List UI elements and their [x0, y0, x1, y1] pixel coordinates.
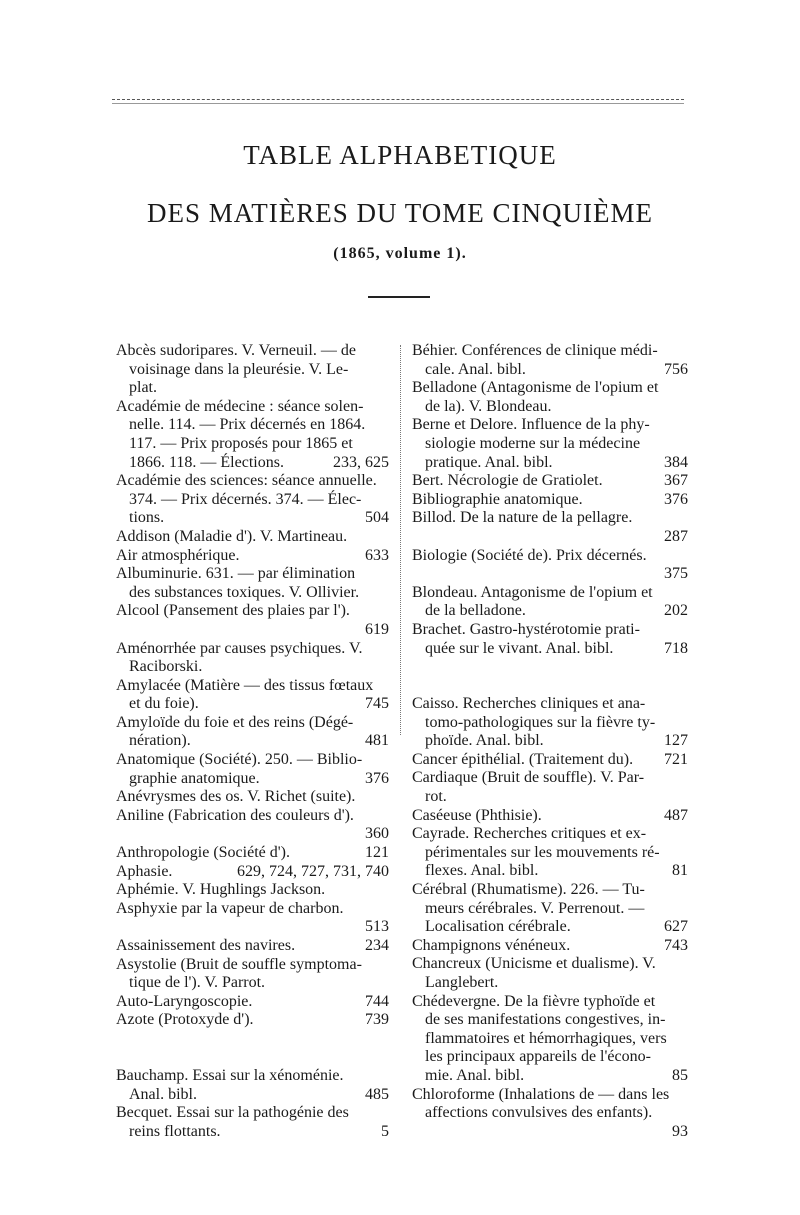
index-text: Localisation cérébrale. — [425, 918, 571, 936]
page-number: 513 — [365, 918, 389, 936]
index-line — [412, 528, 688, 547]
index-text: Bert. Nécrologie de Gratiolet. — [412, 472, 603, 490]
index-line — [412, 547, 688, 566]
index-line — [116, 695, 389, 714]
index-line — [116, 863, 389, 882]
index-text: Chloroforme (Inhalations de — dans les — [412, 1085, 670, 1103]
page-number: 85 — [672, 1066, 688, 1084]
index-text: graphie anatomique. — [129, 769, 260, 787]
index-text: mie. Anal. bibl. — [425, 1066, 525, 1084]
column-separator — [400, 345, 401, 735]
index-group-c — [412, 695, 688, 1141]
page-number: 287 — [664, 527, 688, 545]
index-line — [412, 509, 688, 528]
index-line — [412, 807, 688, 826]
index-text: quée sur le vivant. Anal. bibl. — [425, 639, 614, 657]
index-line — [412, 379, 688, 398]
index-line — [412, 454, 688, 473]
page-number: 81 — [672, 862, 688, 880]
page-number: 367 — [664, 472, 688, 490]
volume-label: (1865, volume 1). — [333, 245, 467, 262]
index-line — [412, 472, 688, 491]
index-text: Langlebert. — [425, 974, 499, 991]
index-line — [116, 1067, 389, 1086]
page-number: 481 — [365, 732, 389, 750]
index-line — [412, 1067, 688, 1086]
index-text: de ses manifestations congestives, in- — [425, 1011, 666, 1029]
index-text — [129, 621, 365, 640]
index-line — [412, 1123, 688, 1142]
index-text: Chancreux (Unicisme et dualisme). V. — [412, 955, 656, 973]
index-line — [412, 974, 688, 993]
index-text: 374. — Prix décernés. 374. — Élec- — [129, 490, 362, 508]
index-text: Caséeuse (Phthisie). — [412, 806, 542, 824]
header-rule-thin — [112, 103, 684, 104]
index-line — [116, 1104, 389, 1123]
index-text: Alcool (Pansement des plaies par l'). — [116, 602, 350, 620]
index-text: Aphémie. V. Hughlings Jackson. — [116, 881, 326, 899]
page-number: 619 — [365, 620, 389, 638]
index-line — [412, 825, 688, 844]
index-text: Biologie (Société de). Prix décernés. — [412, 546, 647, 564]
index-line — [116, 732, 389, 751]
index-text: meurs cérébrales. V. Perrenout. — — [425, 899, 645, 917]
index-text: tique de l'). V. Parrot. — [129, 974, 266, 992]
index-text: flexes. Anal. bibl. — [425, 862, 539, 880]
index-line — [116, 658, 389, 677]
index-text: Blondeau. Antagonisme de l'opium et — [412, 583, 653, 601]
index-line — [116, 788, 389, 807]
index-line — [412, 602, 688, 621]
index-line — [412, 584, 688, 603]
index-line — [116, 844, 389, 863]
index-text: 1866. 118. — Élections. — [129, 453, 284, 471]
index-text: Assainissement des navires. — [116, 937, 296, 954]
index-line — [412, 342, 688, 361]
index-text: de la). V. Blondeau. — [425, 397, 552, 415]
page-number: 234 — [365, 937, 389, 954]
index-text — [129, 918, 365, 937]
index-text: Abcès sudoripares. V. Verneuil. — de — [116, 342, 356, 359]
index-text: affections convulsives des enfants). — [425, 1104, 653, 1122]
index-line — [412, 361, 688, 380]
page-title: TABLE ALPHABETIQUE — [243, 140, 557, 170]
index-text: nération). — [129, 732, 191, 750]
page-number: 739 — [365, 1011, 389, 1029]
page-number: 5 — [381, 1122, 389, 1140]
index-text: Chédevergne. De la fièvre typhoïde et — [412, 992, 656, 1010]
index-text: Belladone (Antagonisme de l'opium et — [412, 379, 659, 397]
index-line — [412, 491, 688, 510]
group-spacer — [116, 1030, 389, 1067]
index-line — [116, 361, 389, 380]
page-number: 202 — [664, 602, 688, 620]
index-line — [412, 435, 688, 454]
index-text: Air atmosphérique. — [116, 546, 240, 564]
index-line — [116, 416, 389, 435]
index-text: Asystolie (Bruit de souffle symptoma- — [116, 955, 362, 973]
index-line — [412, 1048, 688, 1067]
page-number: 376 — [365, 769, 389, 787]
index-line — [412, 640, 688, 659]
index-text — [425, 528, 664, 547]
index-text: Addison (Maladie d'). V. Martineau. — [116, 527, 348, 545]
index-line — [412, 1086, 688, 1105]
index-line — [116, 472, 389, 491]
index-line — [412, 918, 688, 937]
index-text — [425, 1123, 672, 1142]
index-line — [116, 435, 389, 454]
index-line — [116, 528, 389, 547]
index-text: Cardiaque (Bruit de souffle). V. Par- — [412, 769, 645, 787]
index-line — [116, 825, 389, 844]
page-number: 629, 724, 727, 731, 740 — [237, 862, 389, 880]
index-text: pratique. Anal. bibl. — [425, 453, 553, 471]
right-column — [412, 342, 688, 1141]
page-number: 743 — [664, 936, 688, 954]
page-number: 127 — [664, 732, 688, 750]
index-text: périmentales sur les mouvements ré- — [425, 843, 660, 861]
index-text: de la belladone. — [425, 602, 526, 620]
index-line — [412, 900, 688, 919]
index-line — [116, 974, 389, 993]
index-text: reins flottants. — [129, 1122, 221, 1140]
page-number: 633 — [365, 546, 389, 564]
index-text: Raciborski. — [129, 658, 203, 676]
index-text: plat. — [129, 379, 157, 397]
index-line — [116, 918, 389, 937]
index-line — [116, 937, 389, 956]
index-text: Amyloïde du foie et des reins (Dégé- — [116, 713, 354, 731]
index-line — [116, 621, 389, 640]
index-line — [412, 769, 688, 788]
index-text: Anthropologie (Société d'). — [116, 844, 290, 862]
title-divider — [368, 296, 430, 298]
page-number: 718 — [664, 639, 688, 657]
page-number: 721 — [664, 750, 688, 768]
index-line — [116, 454, 389, 473]
page-number: 487 — [664, 806, 688, 824]
page-number: 485 — [365, 1085, 389, 1103]
index-text: Azote (Protoxyde d'). — [116, 1011, 254, 1029]
index-text: les principaux appareils de l'écono- — [425, 1048, 651, 1066]
index-text: 117. — Prix proposés pour 1865 et — [129, 434, 353, 452]
index-line — [412, 937, 688, 956]
index-line — [116, 807, 389, 826]
index-line — [116, 602, 389, 621]
index-line — [116, 770, 389, 789]
index-line — [412, 1104, 688, 1123]
index-text: Anatomique (Société). 250. — Biblio- — [116, 751, 363, 769]
index-text: tions. — [129, 509, 165, 527]
index-group-b-left — [116, 1067, 389, 1141]
index-line — [116, 398, 389, 417]
index-text: Amylacée (Matière — des tissus fœtaux — [116, 676, 374, 694]
index-line — [412, 844, 688, 863]
index-line — [116, 1086, 389, 1105]
index-text: Anévrysmes des os. V. Richet (suite). — [116, 788, 356, 806]
index-line — [116, 547, 389, 566]
index-text: des substances toxiques. V. Ollivier. — [129, 583, 360, 601]
index-text: siologie moderne sur la médecine — [425, 434, 641, 452]
page-number: 627 — [664, 918, 688, 936]
index-text: et du foie). — [129, 695, 199, 713]
index-text: Auto-Laryngoscopie. — [116, 992, 253, 1010]
index-line — [116, 491, 389, 510]
index-line — [412, 993, 688, 1012]
index-line — [412, 955, 688, 974]
index-line — [116, 751, 389, 770]
index-line — [116, 677, 389, 696]
index-line — [412, 398, 688, 417]
index-line — [116, 900, 389, 919]
index-line — [412, 1011, 688, 1030]
index-text: Bauchamp. Essai sur la xénoménie. — [116, 1066, 344, 1084]
index-line — [412, 1030, 688, 1049]
index-line — [412, 695, 688, 714]
index-text: Béhier. Conférences de clinique médi- — [412, 342, 658, 359]
index-line — [116, 565, 389, 584]
index-line — [412, 862, 688, 881]
index-text: Cérébral (Rhumatisme). 226. — Tu- — [412, 881, 645, 899]
index-text: Cayrade. Recherches critiques et ex- — [412, 825, 647, 843]
index-text: Asphyxie par la vapeur de charbon. — [116, 899, 344, 917]
index-text: Caisso. Recherches cliniques et ana- — [412, 695, 646, 713]
page-number: 504 — [365, 509, 389, 527]
index-text — [129, 825, 365, 844]
index-text: Aménorrhée par causes psychiques. V. — [116, 639, 363, 657]
index-line — [412, 732, 688, 751]
index-line — [116, 1011, 389, 1030]
page-number: 93 — [672, 1122, 688, 1140]
page-number: 384 — [664, 453, 688, 471]
index-text — [425, 565, 664, 584]
index-text: Aphasie. — [116, 862, 173, 880]
index-line — [116, 584, 389, 603]
index-text: Becquet. Essai sur la pathogénie des — [116, 1104, 349, 1122]
index-line — [116, 881, 389, 900]
index-line — [116, 993, 389, 1012]
page-subtitle: DES MATIÈRES DU TOME CINQUIÈME — [146, 198, 653, 228]
index-text: cale. Anal. bibl. — [425, 360, 526, 378]
index-text: flammatoires et hémorrhagiques, vers — [425, 1029, 667, 1047]
page-number: 233, 625 — [333, 453, 389, 471]
index-line — [116, 379, 389, 398]
page-number: 744 — [365, 992, 389, 1010]
page-number: 745 — [365, 695, 389, 713]
index-line — [116, 1123, 389, 1142]
index-line — [116, 956, 389, 975]
index-line — [116, 640, 389, 659]
page-number: 375 — [664, 565, 688, 583]
index-line — [412, 621, 688, 640]
index-line — [412, 565, 688, 584]
index-text: Académie des sciences: séance annuelle. — [116, 472, 377, 490]
index-line — [116, 714, 389, 733]
index-text: Albuminurie. 631. — par élimination — [116, 565, 356, 583]
index-text: Bibliographie anatomique. — [412, 490, 583, 508]
header-rule-dashed — [112, 99, 684, 100]
index-text: Aniline (Fabrication des couleurs d'). — [116, 806, 354, 824]
index-text: Billod. De la nature de la pellagre. — [412, 509, 633, 527]
index-line — [412, 881, 688, 900]
group-spacer — [412, 658, 688, 695]
index-text: Anal. bibl. — [129, 1085, 197, 1103]
index-line — [412, 751, 688, 770]
page-number: 360 — [365, 825, 389, 843]
index-group-a — [116, 342, 389, 1030]
index-text: rot. — [425, 788, 447, 806]
index-text: nelle. 114. — Prix décernés en 1864. — [129, 416, 366, 434]
left-column — [116, 342, 389, 1141]
index-text: Académie de médecine : séance solen- — [116, 397, 364, 415]
index-line — [116, 342, 389, 361]
index-line — [116, 509, 389, 528]
index-group-b-right — [412, 342, 688, 658]
page-number: 376 — [664, 490, 688, 508]
index-text: Berne et Delore. Influence de la phy- — [412, 416, 650, 434]
index-text: Cancer épithélial. (Traitement du). — [412, 750, 634, 768]
index-text: Brachet. Gastro-hystérotomie prati- — [412, 620, 640, 638]
index-text: tomo-pathologiques sur la fièvre ty- — [425, 713, 656, 731]
page-number: 756 — [664, 360, 688, 378]
index-text: Champignons vénéneux. — [412, 936, 571, 954]
index-line — [412, 714, 688, 733]
index-line — [412, 416, 688, 435]
index-text: phoïde. Anal. bibl. — [425, 732, 544, 750]
index-line — [412, 788, 688, 807]
page-number: 121 — [365, 844, 389, 862]
index-text: voisinage dans la pleurésie. V. Le- — [129, 360, 349, 378]
